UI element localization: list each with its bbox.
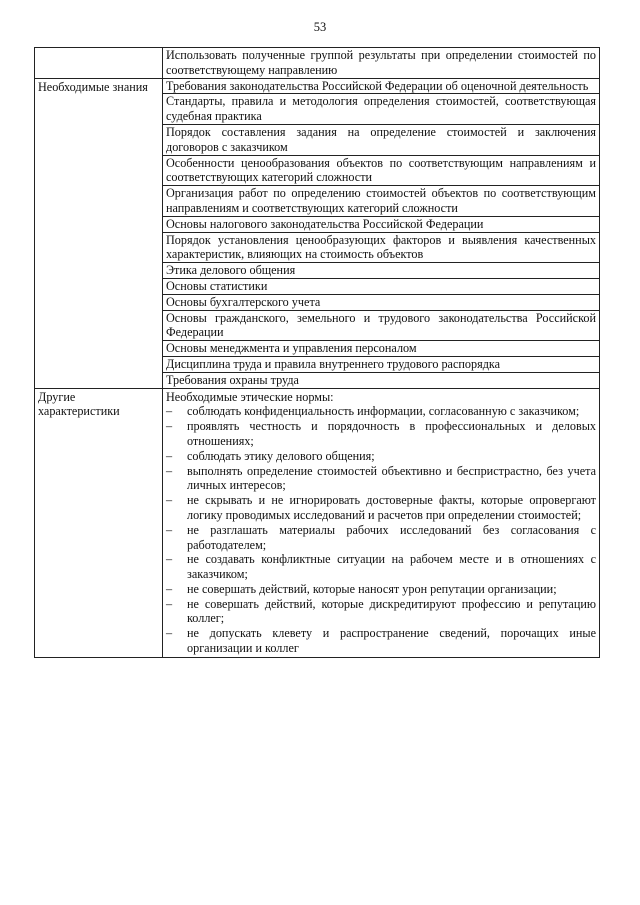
list-item: Организация работ по определению стоимостей объектов по соответствующим направлениям и соответствующих категорий сложности (163, 185, 599, 216)
list-item (166, 419, 596, 449)
list-item-text: не скрывать и не игнорировать достоверные факты, которые опровергают логику проводимых исследований и расчетов при определении стоимостей; (187, 493, 596, 522)
list-item: Особенности ценообразования объектов по соответствующим направлениям и соответствующих категорий сложности (163, 155, 599, 186)
label-cell (35, 48, 163, 79)
list-item (166, 464, 596, 494)
list-item: Основы гражданского, земельного и трудового законодательства Российской Федерации (163, 310, 599, 341)
dash-marker: – (166, 493, 173, 508)
ethics-list (163, 404, 599, 657)
dash-marker: – (166, 404, 173, 419)
list-item-text: выполнять определение стоимостей объективно и беспристрастно, без учета личных интересов; (187, 463, 596, 493)
table-row (35, 388, 600, 657)
dash-marker: – (166, 626, 173, 641)
list-item: Порядок составления задания на определение стоимостей и заключения договоров с заказчиком (163, 124, 599, 155)
content-cell (163, 388, 600, 657)
list-item (166, 597, 596, 627)
dash-marker: – (166, 448, 173, 463)
list-item-text: не создавать конфликтные ситуации на рабочем месте и в отношениях с заказчиком; (187, 552, 596, 582)
row-label (35, 48, 162, 50)
list-item-text: соблюдать конфиденциальность информации, согласованную с заказчиком; (187, 404, 580, 419)
list-item: Основы менеджмента и управления персоналом (163, 340, 599, 356)
list-item: Требования охраны труда (163, 372, 599, 388)
ethics-intro: Необходимые этические нормы: (166, 389, 334, 404)
row-label: Другие характеристики (38, 389, 120, 419)
list-item (166, 626, 596, 656)
dash-marker: – (166, 581, 173, 596)
content-cell (163, 78, 600, 388)
list-item (166, 582, 596, 597)
list-item: Дисциплина труда и правила внутреннего трудового распорядка (163, 356, 599, 372)
list-item: Основы налогового законодательства Российской Федерации (163, 216, 599, 232)
row-label: Необходимые знания (38, 79, 148, 94)
list-item-text: не совершать действий, которые наносят урон репутации организации; (187, 581, 557, 596)
list-item: Основы статистики (163, 278, 599, 294)
label-cell (35, 388, 163, 657)
dash-marker: – (166, 463, 173, 478)
list-item-text: соблюдать этику делового общения; (187, 448, 375, 463)
list-item: Требования законодательства Российской Федерации об оценочной деятельность (166, 78, 589, 93)
content-cell (163, 48, 600, 79)
list-item-text: проявлять честность и порядочность в профессиональных и деловых отношениях; (187, 419, 596, 448)
list-item: Основы бухгалтерского учета (163, 294, 599, 310)
list-item: Стандарты, правила и методология определения стоимостей, соответствующая судебная практика (163, 93, 599, 124)
list-item-text: не допускать клевету и распространение сведений, порочащих иные организации и коллег (187, 626, 596, 656)
label-cell (35, 78, 163, 388)
list-item (166, 552, 596, 582)
list-item (166, 449, 596, 464)
dash-marker: – (166, 596, 173, 611)
list-item-text: не разглашать материалы рабочих исследований без согласования с работодателем; (187, 522, 596, 552)
dash-marker: – (166, 522, 173, 537)
table-row (35, 48, 600, 79)
dash-marker: – (166, 419, 173, 434)
page-number: 53 (313, 20, 327, 34)
list-item (166, 404, 596, 419)
list-item: Использовать полученные группой результаты при определении стоимостей по соответствующему направлению (166, 48, 596, 77)
table-row (35, 78, 600, 388)
list-item (166, 523, 596, 553)
list-item: Порядок установления ценообразующих факторов и выявления качественных характеристик, влияющих на стоимость объектов (163, 232, 599, 263)
list-item: Этика делового общения (163, 262, 599, 278)
dash-marker: – (166, 552, 173, 567)
requirements-table (34, 47, 600, 658)
list-item-text: не совершать действий, которые дискредитируют профессию и репутацию коллег; (187, 596, 596, 626)
list-item (166, 493, 596, 523)
